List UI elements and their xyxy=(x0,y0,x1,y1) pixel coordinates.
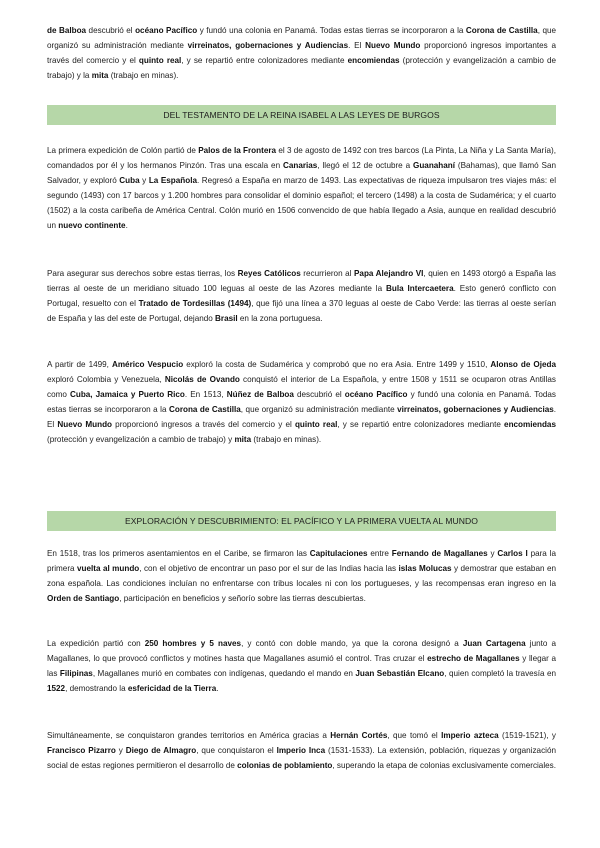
text-run: , quien completó la travesía en xyxy=(444,669,556,678)
text-run: (1519-1521), y xyxy=(498,731,556,740)
bold-term: Cuba xyxy=(119,176,140,185)
paragraph-continuation xyxy=(47,23,556,83)
text-run: , y se repartió entre colonizadores mediante xyxy=(337,420,505,429)
section-heading-exploracion: EXPLORACIÓN Y DESCUBRIMIENTO: EL PACÍFICO Y LA PRIMERA VUELTA AL MUNDO xyxy=(47,511,556,531)
paragraph-capitulaciones xyxy=(47,546,556,606)
text-run: , participación en beneficios y señorío sobre las tierras descubiertas. xyxy=(119,594,366,603)
text-run: (protección y evangelización a cambio de trabajo) y xyxy=(47,435,235,444)
bold-term: Tratado de Tordesillas (1494) xyxy=(138,299,252,308)
text-run: . xyxy=(216,684,219,693)
bold-term: Juan Sebastián Elcano xyxy=(355,669,445,678)
bold-term: mita xyxy=(234,435,252,444)
text-run: . xyxy=(125,221,128,230)
text-run: y xyxy=(115,746,126,755)
text-run: el 3 de agosto de 1492 con tres barcos (La Pinta, La Niña y La Santa María), comandados por él y los hermanos Pinzón. Tras una escala en xyxy=(47,146,556,170)
text-run: Para asegurar sus derechos sobre estas tierras, los xyxy=(47,269,238,278)
bold-term: Orden de Santiago xyxy=(47,594,120,603)
paragraph-exploraciones xyxy=(47,357,556,447)
text-run: proporcionó ingresos importantes a través del comercio y el xyxy=(47,41,556,65)
bold-term: estrecho de Magallanes xyxy=(427,654,520,663)
bold-term: La Española xyxy=(148,176,197,185)
text-run: , demostrando la xyxy=(65,684,128,693)
bold-term: Imperio azteca xyxy=(441,731,499,740)
text-run: proporcionó ingresos a través del comercio y el xyxy=(112,420,295,429)
bold-term: Cuba, Jamaica y Puerto Rico xyxy=(69,390,185,399)
text-run: para la primera xyxy=(47,549,556,573)
bold-term: vuelta al mundo xyxy=(77,564,140,573)
bold-term: Hernán Cortés xyxy=(330,731,388,740)
bold-term: Bula Intercaetera xyxy=(386,284,454,293)
text-run: descubrió el xyxy=(86,26,136,35)
text-run: , llegó el 12 de octubre a xyxy=(317,161,414,170)
paragraph-primera-expedicion xyxy=(47,143,556,233)
bold-term: Nuevo Mundo xyxy=(365,41,421,50)
text-run: descubrió el xyxy=(293,390,345,399)
bold-term: mita xyxy=(91,71,109,80)
text-run: . Esto generó conflicto con Portugal, resuelto con el xyxy=(47,284,556,308)
bold-term: Carlos I xyxy=(497,549,528,558)
text-run: En 1518, tras los primeros asentamientos en el Caribe, se firmaron las xyxy=(47,549,310,558)
text-run: en la zona portuguesa. xyxy=(237,314,323,323)
bold-term: quinto real xyxy=(294,420,338,429)
text-run: Simultáneamente, se conquistaron grandes territorios en América gracias a xyxy=(47,731,331,740)
bold-term: océano Pacífico xyxy=(344,390,408,399)
text-run: y xyxy=(139,176,149,185)
bold-term: esfericidad de la Tierra xyxy=(127,684,217,693)
bold-term: Guanahaní xyxy=(413,161,456,170)
bold-term: Francisco Pizarro xyxy=(47,746,116,755)
bold-term: Diego de Almagro xyxy=(125,746,197,755)
bold-term: Papa Alejandro VI xyxy=(354,269,424,278)
bold-term: nuevo continente xyxy=(58,221,126,230)
text-run: , y contó con doble mando, ya que la corona designó a xyxy=(241,639,463,648)
text-run: (trabajo en minas). xyxy=(251,435,322,444)
bold-term: Filipinas xyxy=(59,669,93,678)
text-run: . El xyxy=(47,405,557,429)
text-run: A partir de 1499, xyxy=(47,360,112,369)
text-run: , que tomó el xyxy=(387,731,442,740)
text-run: , que organizó su administración mediante xyxy=(240,405,398,414)
bold-term: Américo Vespucio xyxy=(111,360,184,369)
bold-term: Alonso de Ojeda xyxy=(490,360,556,369)
paragraph-expedicion-magallanes xyxy=(47,636,556,696)
bold-term: Corona de Castilla xyxy=(168,405,241,414)
bold-term: encomiendas xyxy=(504,420,556,429)
bold-term: de Balboa xyxy=(47,26,87,35)
bold-term: 1522 xyxy=(47,684,66,693)
bold-term: colonias de poblamiento xyxy=(237,761,333,770)
text-run: recurrieron al xyxy=(300,269,355,278)
text-run: , Magallanes murió en combates con indígenas, quedando el mando en xyxy=(92,669,356,678)
text-run: junto a Magallanes, lo que provocó conflictos y motines hasta que Magallanes asumió el control. Tras cruzar el xyxy=(47,639,557,663)
text-run: entre xyxy=(367,549,392,558)
bold-term: 250 hombres y 5 naves xyxy=(144,639,242,648)
text-run: y xyxy=(487,549,498,558)
text-run: exploró Colombia y Venezuela, xyxy=(47,375,165,384)
text-run: La primera expedición de Colón partió de xyxy=(47,146,199,155)
text-run: . En 1513, xyxy=(184,390,227,399)
bold-term: Brasil xyxy=(215,314,238,323)
text-run: , que organizó su administración mediante xyxy=(47,26,557,50)
bold-term: Palos de la Frontera xyxy=(198,146,277,155)
section-heading-testamento: DEL TESTAMENTO DE LA REINA ISABEL A LAS LEYES DE BURGOS xyxy=(47,105,556,125)
bold-term: Imperio Inca xyxy=(276,746,326,755)
text-run: , superando la etapa de colonias exclusivamente comerciales. xyxy=(332,761,556,770)
text-run: (Bahamas), que llamó San Salvador, y exploró xyxy=(47,161,557,185)
text-run: (trabajo en minas). xyxy=(108,71,179,80)
bold-term: Juan Cartagena xyxy=(462,639,526,648)
text-run: (1531-1533). La extensión, población, riquezas y organización social de estas regiones permitieron el desarrollo de xyxy=(47,746,556,770)
text-run: , que conquistaron el xyxy=(196,746,277,755)
bold-term: Canarias xyxy=(282,161,318,170)
bold-term: virreinatos, gobernaciones y Audiencias xyxy=(187,41,349,50)
bold-term: encomiendas xyxy=(347,56,400,65)
text-run: , quien en 1493 otorgó a España las tierras al oeste de un meridiano situado 100 leguas al oeste de las Azores mediante la xyxy=(47,269,556,293)
bold-term: virreinatos, gobernaciones y Audiencias xyxy=(397,405,554,414)
text-run: y demostrar que estaban en zona española. Las condiciones incluían no enfrentarse con tribus locales ni con los portugueses, y las recompensas eran ingreso en la xyxy=(47,564,556,588)
bold-term: Reyes Católicos xyxy=(237,269,301,278)
text-run: . Regresó a España en marzo de 1493. Las expectativas de riqueza impulsaron tres viajes más: el segundo (1493) con 17 barcos y 1.200 hombres para consolidar el dominio español; el tercero (1498) a la costa de Sudamérica; y el cuarto (1502) a la costa caribeña de América Central. Colón murió en 1506 convencido de que había llegado a Asia, aunque en realidad descubrió un xyxy=(47,176,556,230)
bold-term: Nuevo Mundo xyxy=(57,420,113,429)
bold-term: océano Pacífico xyxy=(135,26,198,35)
bold-term: Corona de Castilla xyxy=(465,26,538,35)
bold-term: quinto real xyxy=(138,56,182,65)
paragraph-tordesillas xyxy=(47,266,556,326)
text-run: . El xyxy=(348,41,366,50)
text-run: (protección y evangelización a cambio de trabajo) y la xyxy=(47,56,556,80)
bold-term: Nicolás de Ovando xyxy=(164,375,240,384)
text-run: La expedición partió con xyxy=(47,639,145,648)
text-run: y fundó una colonia en Panamá. Todas estas tierras se incorporaron a la xyxy=(47,390,556,414)
bold-term: islas Molucas xyxy=(398,564,452,573)
text-run: conquistó el interior de La Española, y entre 1508 y 1511 se ocuparon otras Antillas como xyxy=(47,375,556,399)
bold-term: Núñez de Balboa xyxy=(226,390,294,399)
text-run: y llegar a las xyxy=(47,654,556,678)
text-run: y fundó una colonia en Panamá. Todas estas tierras se incorporaron a la xyxy=(197,26,466,35)
text-run: exploró la costa de Sudamérica y comprobó que no era Asia. Entre 1499 y 1510, xyxy=(183,360,491,369)
bold-term: Fernando de Magallanes xyxy=(391,549,488,558)
paragraph-conquistas xyxy=(47,728,556,773)
text-run: , con el objetivo de encontrar un paso por el sur de las Indias hacia las xyxy=(139,564,399,573)
text-run: , que fijó una línea a 370 leguas al oeste de Cabo Verde: las tierras al oeste serían de España y las del este de Portugal, dejando xyxy=(47,299,556,323)
bold-term: Capitulaciones xyxy=(309,549,368,558)
text-run: , y se repartió entre colonizadores mediante xyxy=(181,56,348,65)
